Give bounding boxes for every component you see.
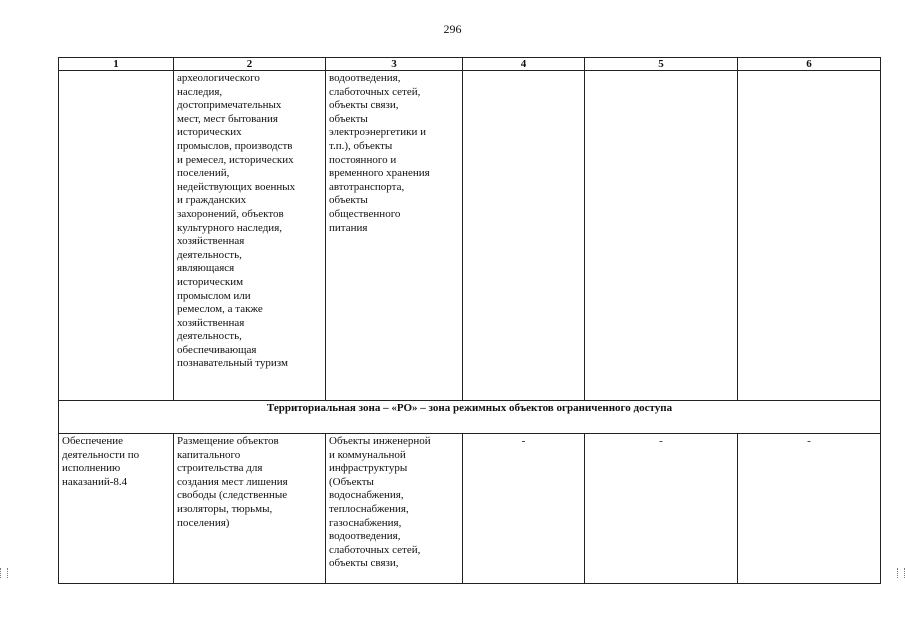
zone-title: Территориальная зона – «РО» – зона режимных объектов ограниченного доступа bbox=[59, 401, 881, 434]
table-cell bbox=[585, 71, 738, 401]
header-row bbox=[59, 58, 881, 71]
table-cell: водоотведения, слаботочных сетей, объекты связи, объекты электроэнергетики и т.п.), объекты постоянного и временного хранения автотранспорта, объекты общественного питания bbox=[326, 71, 463, 401]
table-cell: - bbox=[585, 434, 738, 584]
column-header-4: 4 bbox=[463, 58, 585, 71]
scan-edge-mark bbox=[897, 568, 905, 578]
column-header-3: 3 bbox=[326, 58, 463, 71]
regulations-table bbox=[58, 57, 881, 584]
zone-heading-row bbox=[59, 401, 881, 434]
column-header-2: 2 bbox=[174, 58, 326, 71]
table-cell: Объекты инженерной и коммунальной инфраструктуры (Объекты водоснабжения, теплоснабжения, газоснабжения, водоотведения, слаботочных сетей, объекты связи, bbox=[326, 434, 463, 584]
column-header-6: 6 bbox=[738, 58, 881, 71]
table-cell: Размещение объектов капитального строительства для создания мест лишения свободы (следственные изоляторы, тюрьмы, поселения) bbox=[174, 434, 326, 584]
page-number: 296 bbox=[443, 22, 462, 36]
table-cell: Обеспечение деятельности по исполнению наказаний-8.4 bbox=[59, 434, 174, 584]
table-cell: археологического наследия, достопримечательных мест, мест бытования исторических промыслов, производств и ремесел, исторических поселений, недействующих военных и гражданских захоронений, объектов культурного наследия, хозяйственная деятельность, являющаяся историческим промыслом или ремеслом, а также хозяйственная деятельность, обеспечивающая познавательный туризм bbox=[174, 71, 326, 401]
table-cell bbox=[463, 71, 585, 401]
table-row bbox=[59, 71, 881, 401]
table-row bbox=[59, 434, 881, 584]
table-cell bbox=[738, 71, 881, 401]
table-cell bbox=[59, 71, 174, 401]
column-header-5: 5 bbox=[585, 58, 738, 71]
table-cell: - bbox=[738, 434, 881, 584]
scan-edge-mark bbox=[0, 568, 8, 578]
table-cell: - bbox=[463, 434, 585, 584]
column-header-1: 1 bbox=[59, 58, 174, 71]
